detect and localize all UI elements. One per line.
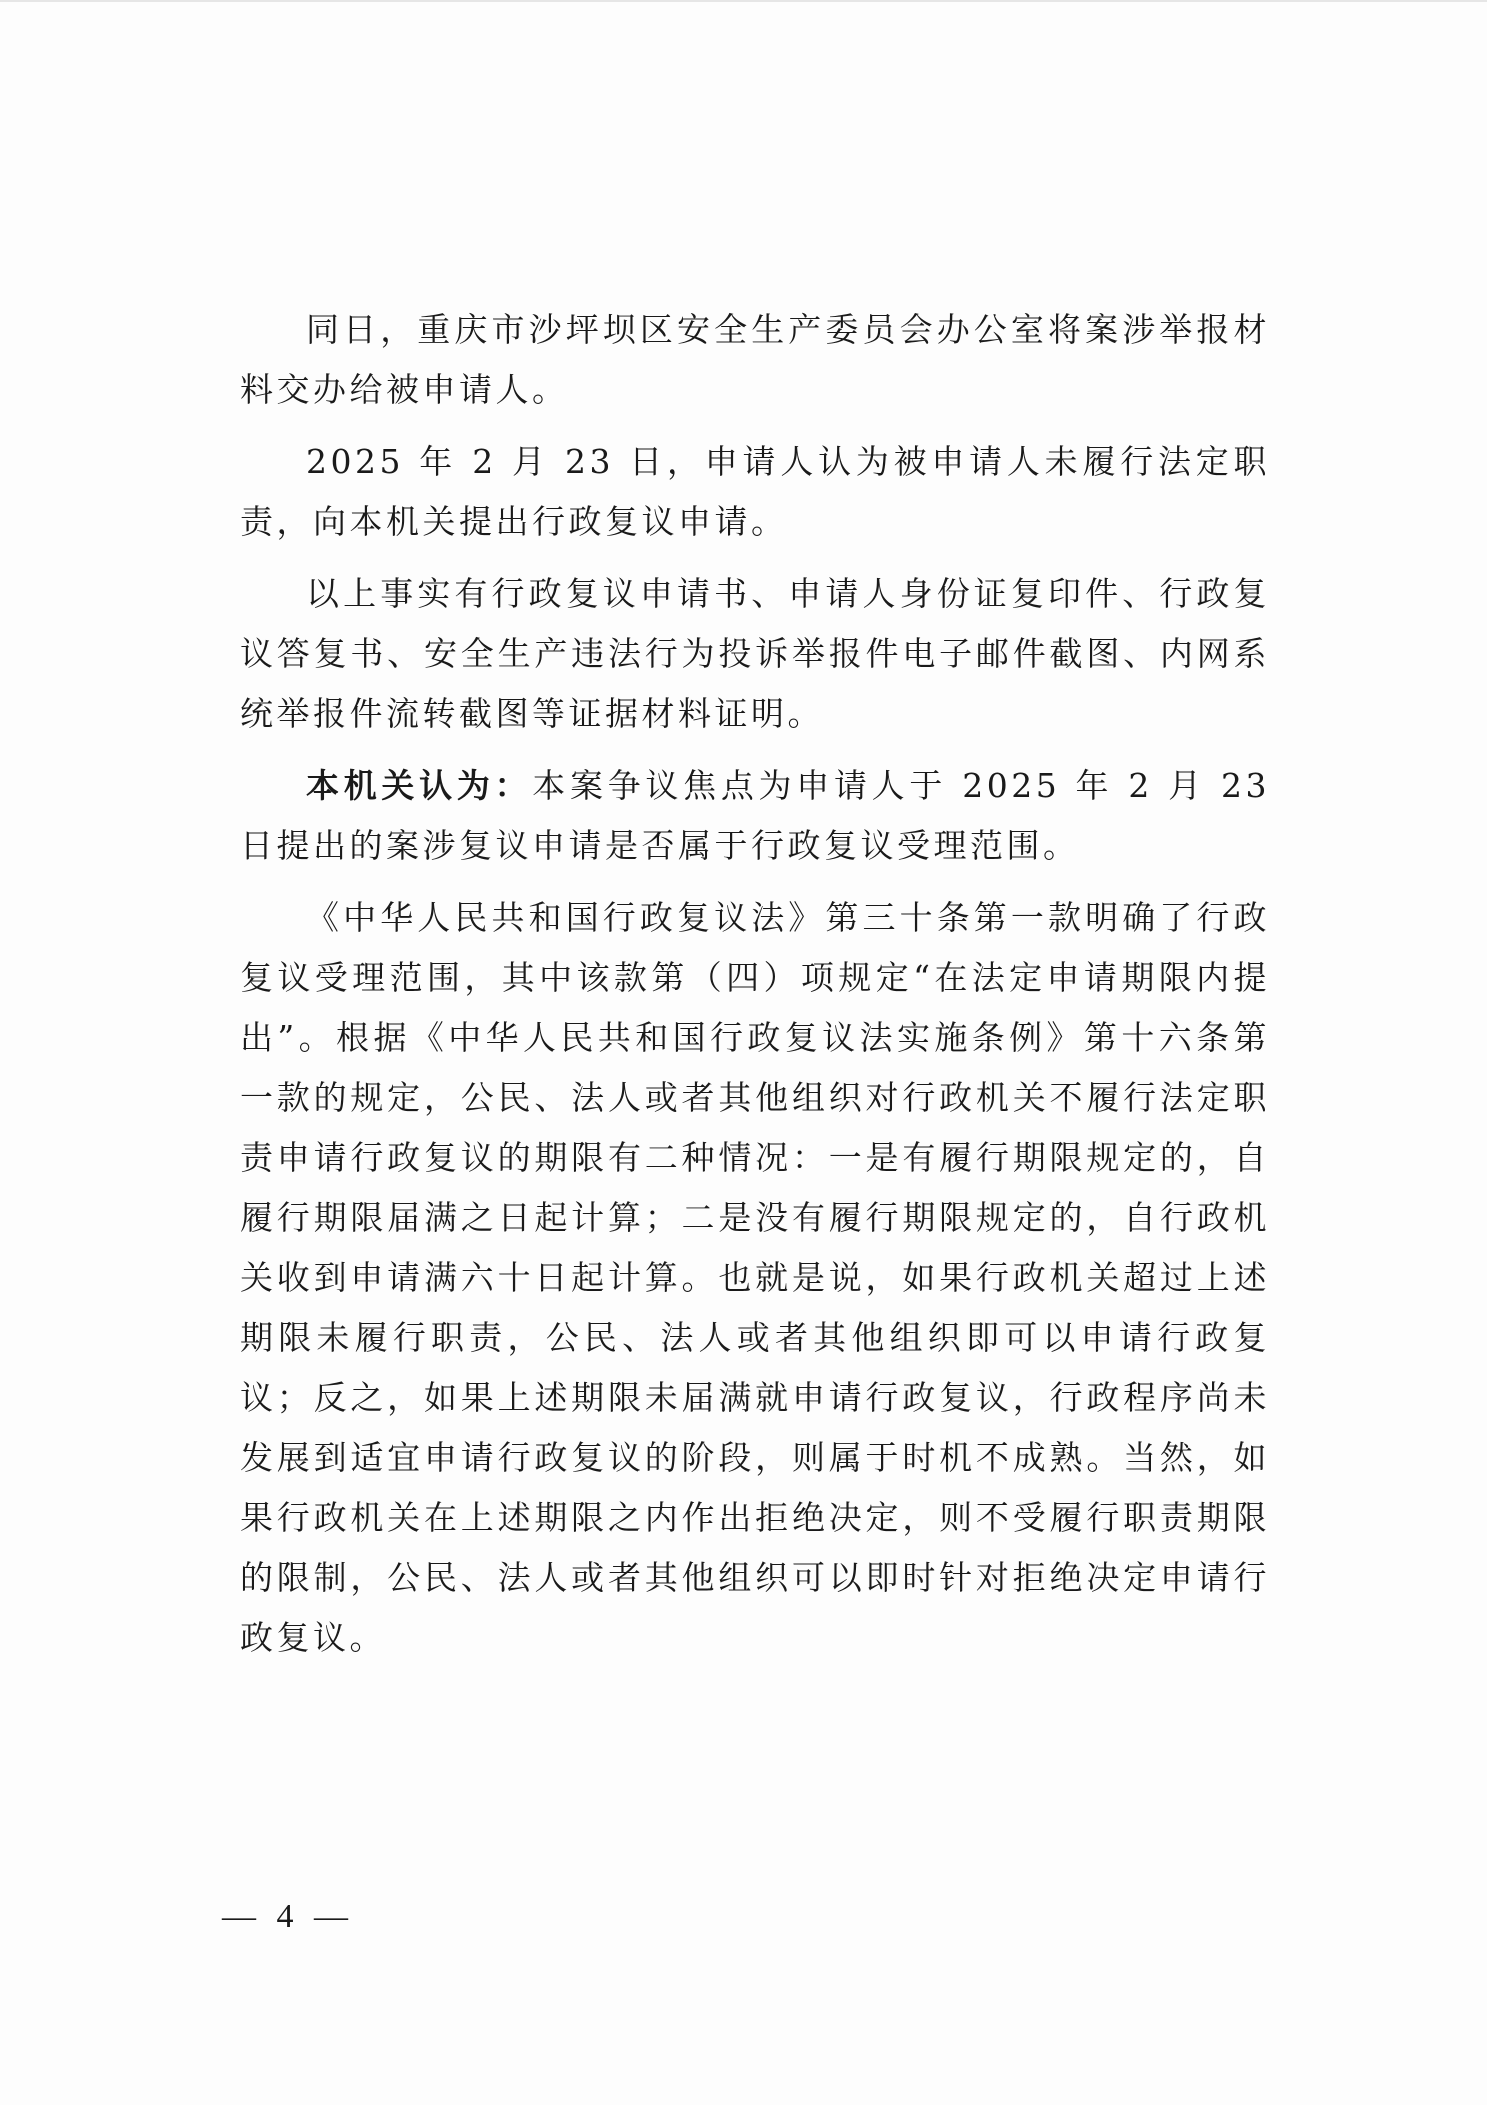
paragraph-text: 2025 年 2 月 23 日，申请人认为被申请人未履行法定职责，向本机关提出行政复议申请。 <box>240 442 1270 541</box>
page-number: — 4 — <box>222 1898 354 1935</box>
paragraph-legal-basis <box>240 888 1270 1668</box>
paragraph-text: 《中华人民共和国行政复议法》第三十条第一款明确了行政复议受理范围，其中该款第（四）项规定“在法定申请期限内提出”。根据《中华人民共和国行政复议法实施条例》第十六条第一款的规定，公民、法人或者其他组织对行政机关不履行法定职责申请行政复议的期限有二种情况：一是有履行期限规定的，自履行期限届满之日起计算；二是没有履行期限规定的，自行政机关收到申请满六十日起计算。也就是说，如果行政机关超过上述期限未履行职责，公民、法人或者其他组织即可以申请行政复议；反之，如果上述期限未届满就申请行政复议，行政程序尚未发展到适宜申请行政复议的阶段，则属于时机不成熟。当然，如果行政机关在上述期限之内作出拒绝决定，则不受履行职责期限的限制，公民、法人或者其他组织可以即时针对拒绝决定申请行政复议。 <box>240 898 1270 1657</box>
paragraph-text: 同日，重庆市沙坪坝区安全生产委员会办公室将案涉举报材料交办给被申请人。 <box>240 310 1270 409</box>
document-body <box>240 300 1270 1680</box>
paragraph-opinion <box>240 756 1270 876</box>
paragraph-transfer <box>240 300 1270 420</box>
paragraph-evidence <box>240 564 1270 744</box>
paragraph-application <box>240 432 1270 552</box>
paragraph-text: 本案争议焦点为申请人于 2025 年 2 月 23 日提出的案涉复议申请是否属于行政复议受理范围。 <box>240 766 1271 865</box>
scan-edge <box>0 0 1487 2</box>
paragraph-text: 以上事实有行政复议申请书、申请人身份证复印件、行政复议答复书、安全生产违法行为投诉举报件电子邮件截图、内网系统举报件流转截图等证据材料证明。 <box>240 574 1270 733</box>
opinion-lead: 本机关认为： <box>306 766 533 805</box>
